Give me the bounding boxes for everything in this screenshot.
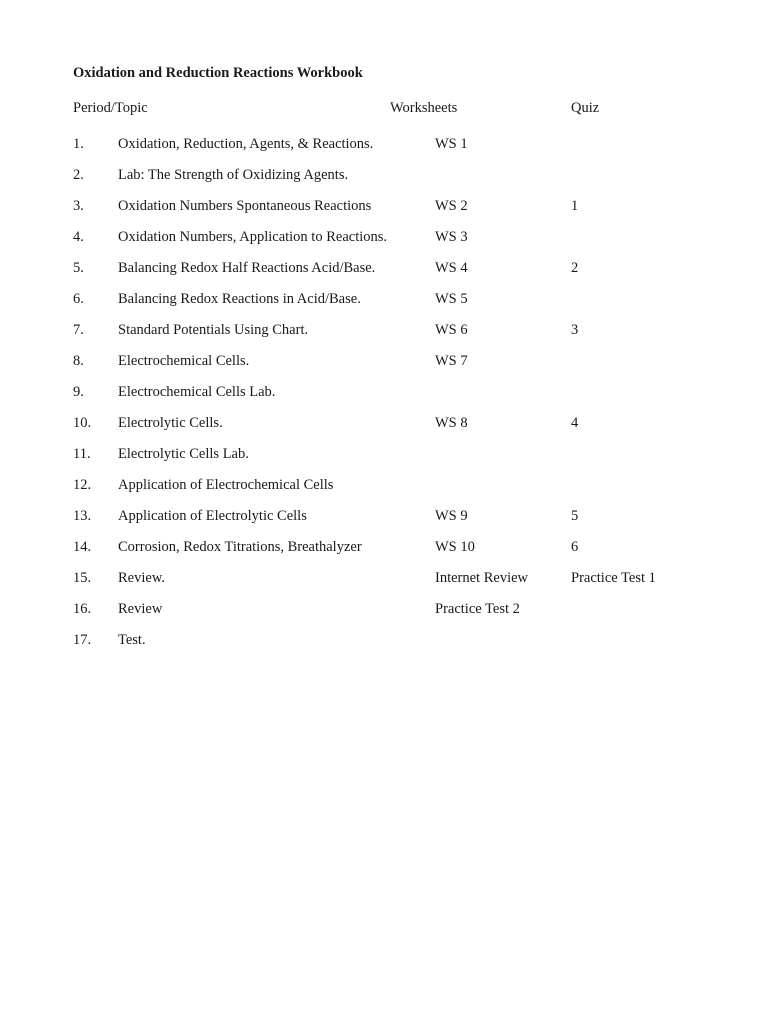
row-number: 8. bbox=[73, 353, 84, 369]
row-topic: Electrolytic Cells Lab. bbox=[118, 446, 249, 462]
row-topic: Application of Electrochemical Cells bbox=[118, 477, 334, 493]
row-number: 10. bbox=[73, 415, 92, 431]
row-topic: Oxidation Numbers Spontaneous Reactions bbox=[118, 198, 372, 214]
row-worksheet: WS 5 bbox=[435, 291, 468, 307]
row-quiz: 6 bbox=[571, 539, 579, 555]
row-number: 6. bbox=[73, 291, 84, 307]
row-topic: Oxidation, Reduction, Agents, & Reactions. bbox=[118, 136, 374, 152]
row-quiz: 1 bbox=[571, 198, 579, 214]
table-row bbox=[0, 353, 770, 384]
row-topic: Corrosion, Redox Titrations, Breathalyzer bbox=[118, 539, 362, 555]
header-worksheets: Worksheets bbox=[390, 100, 458, 116]
header-quiz: Quiz bbox=[571, 100, 600, 116]
row-number: 9. bbox=[73, 384, 84, 400]
table-row bbox=[0, 477, 770, 508]
table-header bbox=[0, 100, 770, 120]
row-topic: Lab: The Strength of Oxidizing Agents. bbox=[118, 167, 349, 183]
row-number: 3. bbox=[73, 198, 84, 214]
table-row bbox=[0, 136, 770, 167]
row-number: 15. bbox=[73, 570, 92, 586]
row-topic: Review bbox=[118, 601, 163, 617]
row-number: 12. bbox=[73, 477, 92, 493]
row-quiz: 4 bbox=[571, 415, 579, 431]
row-number: 7. bbox=[73, 322, 84, 338]
row-topic: Electrochemical Cells Lab. bbox=[118, 384, 276, 400]
row-topic: Balancing Redox Reactions in Acid/Base. bbox=[118, 291, 361, 307]
table-row bbox=[0, 415, 770, 446]
row-worksheet: WS 1 bbox=[435, 136, 468, 152]
row-topic: Application of Electrolytic Cells bbox=[118, 508, 307, 524]
row-worksheet: Practice Test 2 bbox=[435, 601, 520, 617]
row-topic: Oxidation Numbers, Application to Reactions. bbox=[118, 229, 388, 245]
table-row bbox=[0, 384, 770, 415]
row-worksheet: WS 4 bbox=[435, 260, 468, 276]
row-worksheet: WS 10 bbox=[435, 539, 475, 555]
row-worksheet: Internet Review bbox=[435, 570, 529, 586]
row-quiz: Practice Test 1 bbox=[571, 570, 656, 586]
row-topic: Standard Potentials Using Chart. bbox=[118, 322, 309, 338]
table-row bbox=[0, 446, 770, 477]
row-topic: Electrolytic Cells. bbox=[118, 415, 223, 431]
row-number: 17. bbox=[73, 632, 92, 648]
row-worksheet: WS 6 bbox=[435, 322, 468, 338]
row-quiz: 3 bbox=[571, 322, 579, 338]
table-row bbox=[0, 291, 770, 322]
row-number: 4. bbox=[73, 229, 84, 245]
row-number: 14. bbox=[73, 539, 92, 555]
table-row bbox=[0, 198, 770, 229]
table-row bbox=[0, 260, 770, 291]
row-topic: Review. bbox=[118, 570, 165, 586]
row-worksheet: WS 3 bbox=[435, 229, 468, 245]
row-topic: Test. bbox=[118, 632, 146, 648]
row-number: 11. bbox=[73, 446, 91, 462]
row-number: 2. bbox=[73, 167, 84, 183]
table-row bbox=[0, 632, 770, 663]
table-row bbox=[0, 229, 770, 260]
table-row bbox=[0, 322, 770, 353]
header-period-topic: Period/Topic bbox=[73, 100, 148, 116]
row-quiz: 2 bbox=[571, 260, 579, 276]
row-number: 16. bbox=[73, 601, 92, 617]
row-worksheet: WS 8 bbox=[435, 415, 468, 431]
table-row bbox=[0, 167, 770, 198]
row-number: 5. bbox=[73, 260, 84, 276]
table-row bbox=[0, 539, 770, 570]
row-worksheet: WS 2 bbox=[435, 198, 468, 214]
table-row bbox=[0, 601, 770, 632]
row-topic: Balancing Redox Half Reactions Acid/Base. bbox=[118, 260, 376, 276]
row-quiz: 5 bbox=[571, 508, 579, 524]
row-worksheet: WS 7 bbox=[435, 353, 468, 369]
table-row bbox=[0, 570, 770, 601]
row-number: 13. bbox=[73, 508, 92, 524]
document-title: Oxidation and Reduction Reactions Workbook bbox=[73, 65, 363, 81]
row-number: 1. bbox=[73, 136, 84, 152]
schedule-list bbox=[0, 136, 770, 663]
row-topic: Electrochemical Cells. bbox=[118, 353, 250, 369]
row-worksheet: WS 9 bbox=[435, 508, 468, 524]
table-row bbox=[0, 508, 770, 539]
